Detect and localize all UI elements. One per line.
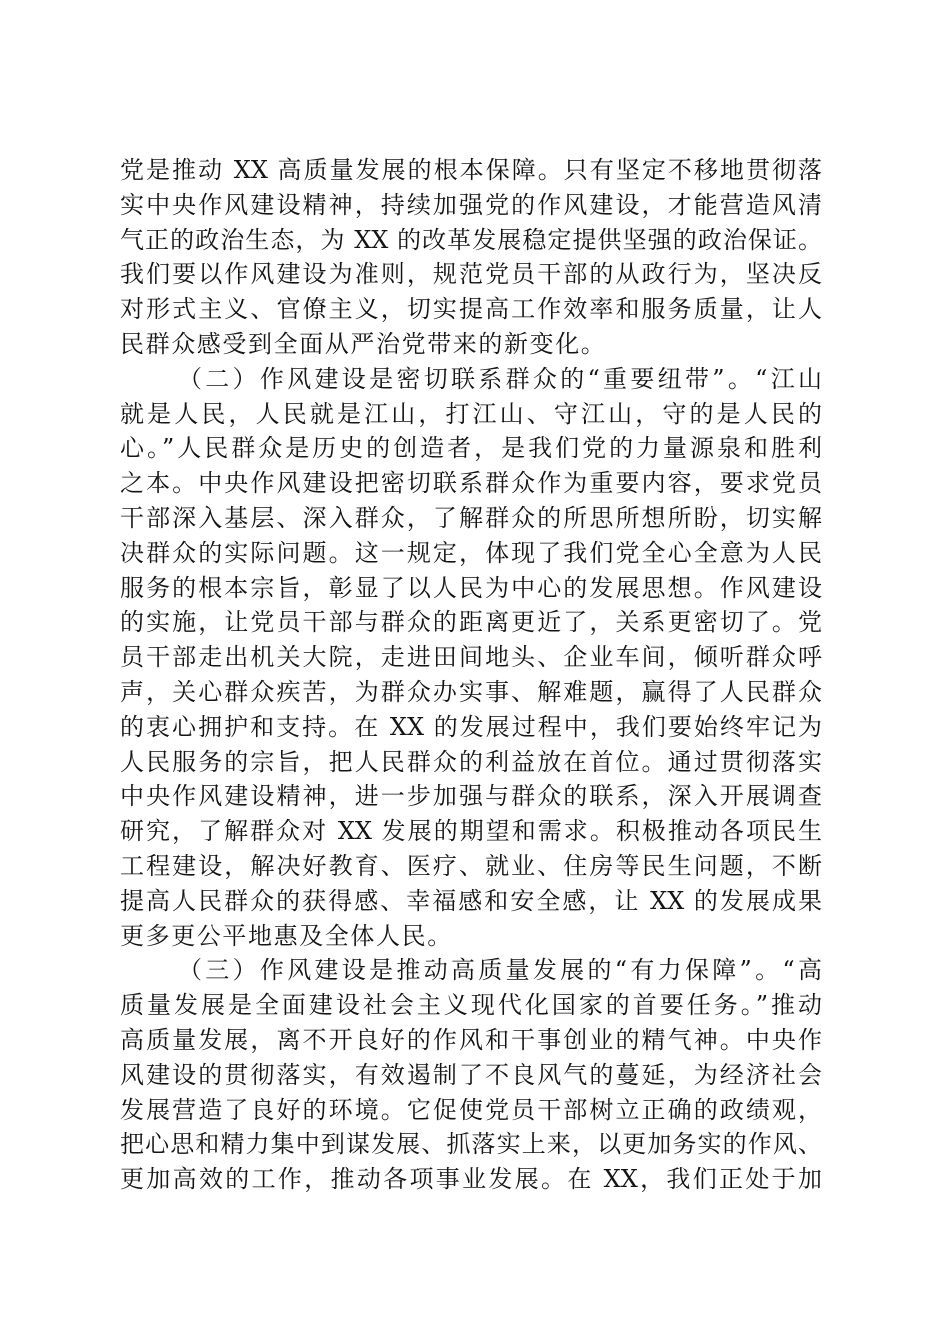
paragraph-section-2: [120, 362, 822, 954]
text-line: 风建设的贯彻落实，有效遏制了不良风气的蔓延，为经济社会: [120, 1060, 822, 1089]
paragraph-section-3: [120, 953, 822, 1197]
text-line: 质量发展是全面建设社会主义现代化国家的首要任务。”推动: [120, 991, 822, 1020]
text-line: 对形式主义、官僚主义，切实提高工作效率和服务质量，让人: [120, 295, 822, 324]
text-line: 心。”人民群众是历史的创造者，是我们党的力量源泉和胜利: [120, 434, 822, 463]
text-line: 把心思和精力集中到谋发展、抓落实上来，以更加务实的作风、: [120, 1130, 822, 1159]
body-text: [120, 153, 822, 1197]
text-line: 我们要以作风建设为准则，规范党员干部的从政行为，坚决反: [120, 260, 822, 289]
text-line: 气正的政治生态，为 XX 的改革发展稳定提供坚强的政治保证。: [120, 225, 822, 254]
text-line: 研究，了解群众对 XX 发展的期望和需求。积极推动各项民生: [120, 817, 822, 846]
text-line: 更加高效的工作，推动各项事业发展。在 XX，我们正处于加: [120, 1165, 822, 1194]
paragraph-continuation: [120, 153, 822, 362]
section-heading-line: （二）作风建设是密切联系群众的“重要纽带”。“江山: [178, 364, 822, 393]
text-line: 就是人民，人民就是江山，打江山、守江山，守的是人民的: [120, 399, 822, 428]
text-line: 声，关心群众疾苦，为群众办实事、解难题，赢得了人民群众: [120, 677, 822, 706]
section-heading-line: （三）作风建设是推动高质量发展的“有力保障”。“高: [178, 956, 822, 985]
text-line: 高质量发展，离不开良好的作风和干事创业的精气神。中央作: [120, 1025, 822, 1054]
text-line: 人民服务的宗旨，把人民群众的利益放在首位。通过贯彻落实: [120, 747, 822, 776]
text-line: 发展营造了良好的环境。它促使党员干部树立正确的政绩观，: [120, 1095, 822, 1124]
text-line: 服务的根本宗旨，彰显了以人民为中心的发展思想。作风建设: [120, 573, 822, 602]
text-line: 决群众的实际问题。这一规定，体现了我们党全心全意为人民: [120, 538, 822, 567]
text-line: 中央作风建设精神，进一步加强与群众的联系，深入开展调查: [120, 782, 822, 811]
text-line: 党是推动 XX 高质量发展的根本保障。只有坚定不移地贯彻落: [120, 156, 822, 184]
text-line: 工程建设，解决好教育、医疗、就业、住房等民生问题，不断: [120, 851, 822, 880]
text-line: 干部深入基层、深入群众，了解群众的所思所想所盼，切实解: [120, 503, 822, 532]
text-line: 的实施，让党员干部与群众的距离更近了，关系更密切了。党: [120, 608, 822, 637]
text-line: 之本。中央作风建设把密切联系群众作为重要内容，要求党员: [120, 469, 822, 498]
text-line: 的衷心拥护和支持。在 XX 的发展过程中，我们要始终牢记为: [120, 712, 822, 741]
text-line: 提高人民群众的获得感、幸福感和安全感，让 XX 的发展成果: [120, 886, 822, 915]
text-line: 更多更公平地惠及全体人民。: [120, 921, 453, 950]
text-line: 员干部走出机关大院，走进田间地头、企业车间，倾听群众呼: [120, 643, 822, 672]
text-line: 实中央作风建设精神，持续加强党的作风建设，才能营造风清: [120, 190, 822, 219]
text-line: 民群众感受到全面从严治党带来的新变化。: [120, 329, 607, 358]
